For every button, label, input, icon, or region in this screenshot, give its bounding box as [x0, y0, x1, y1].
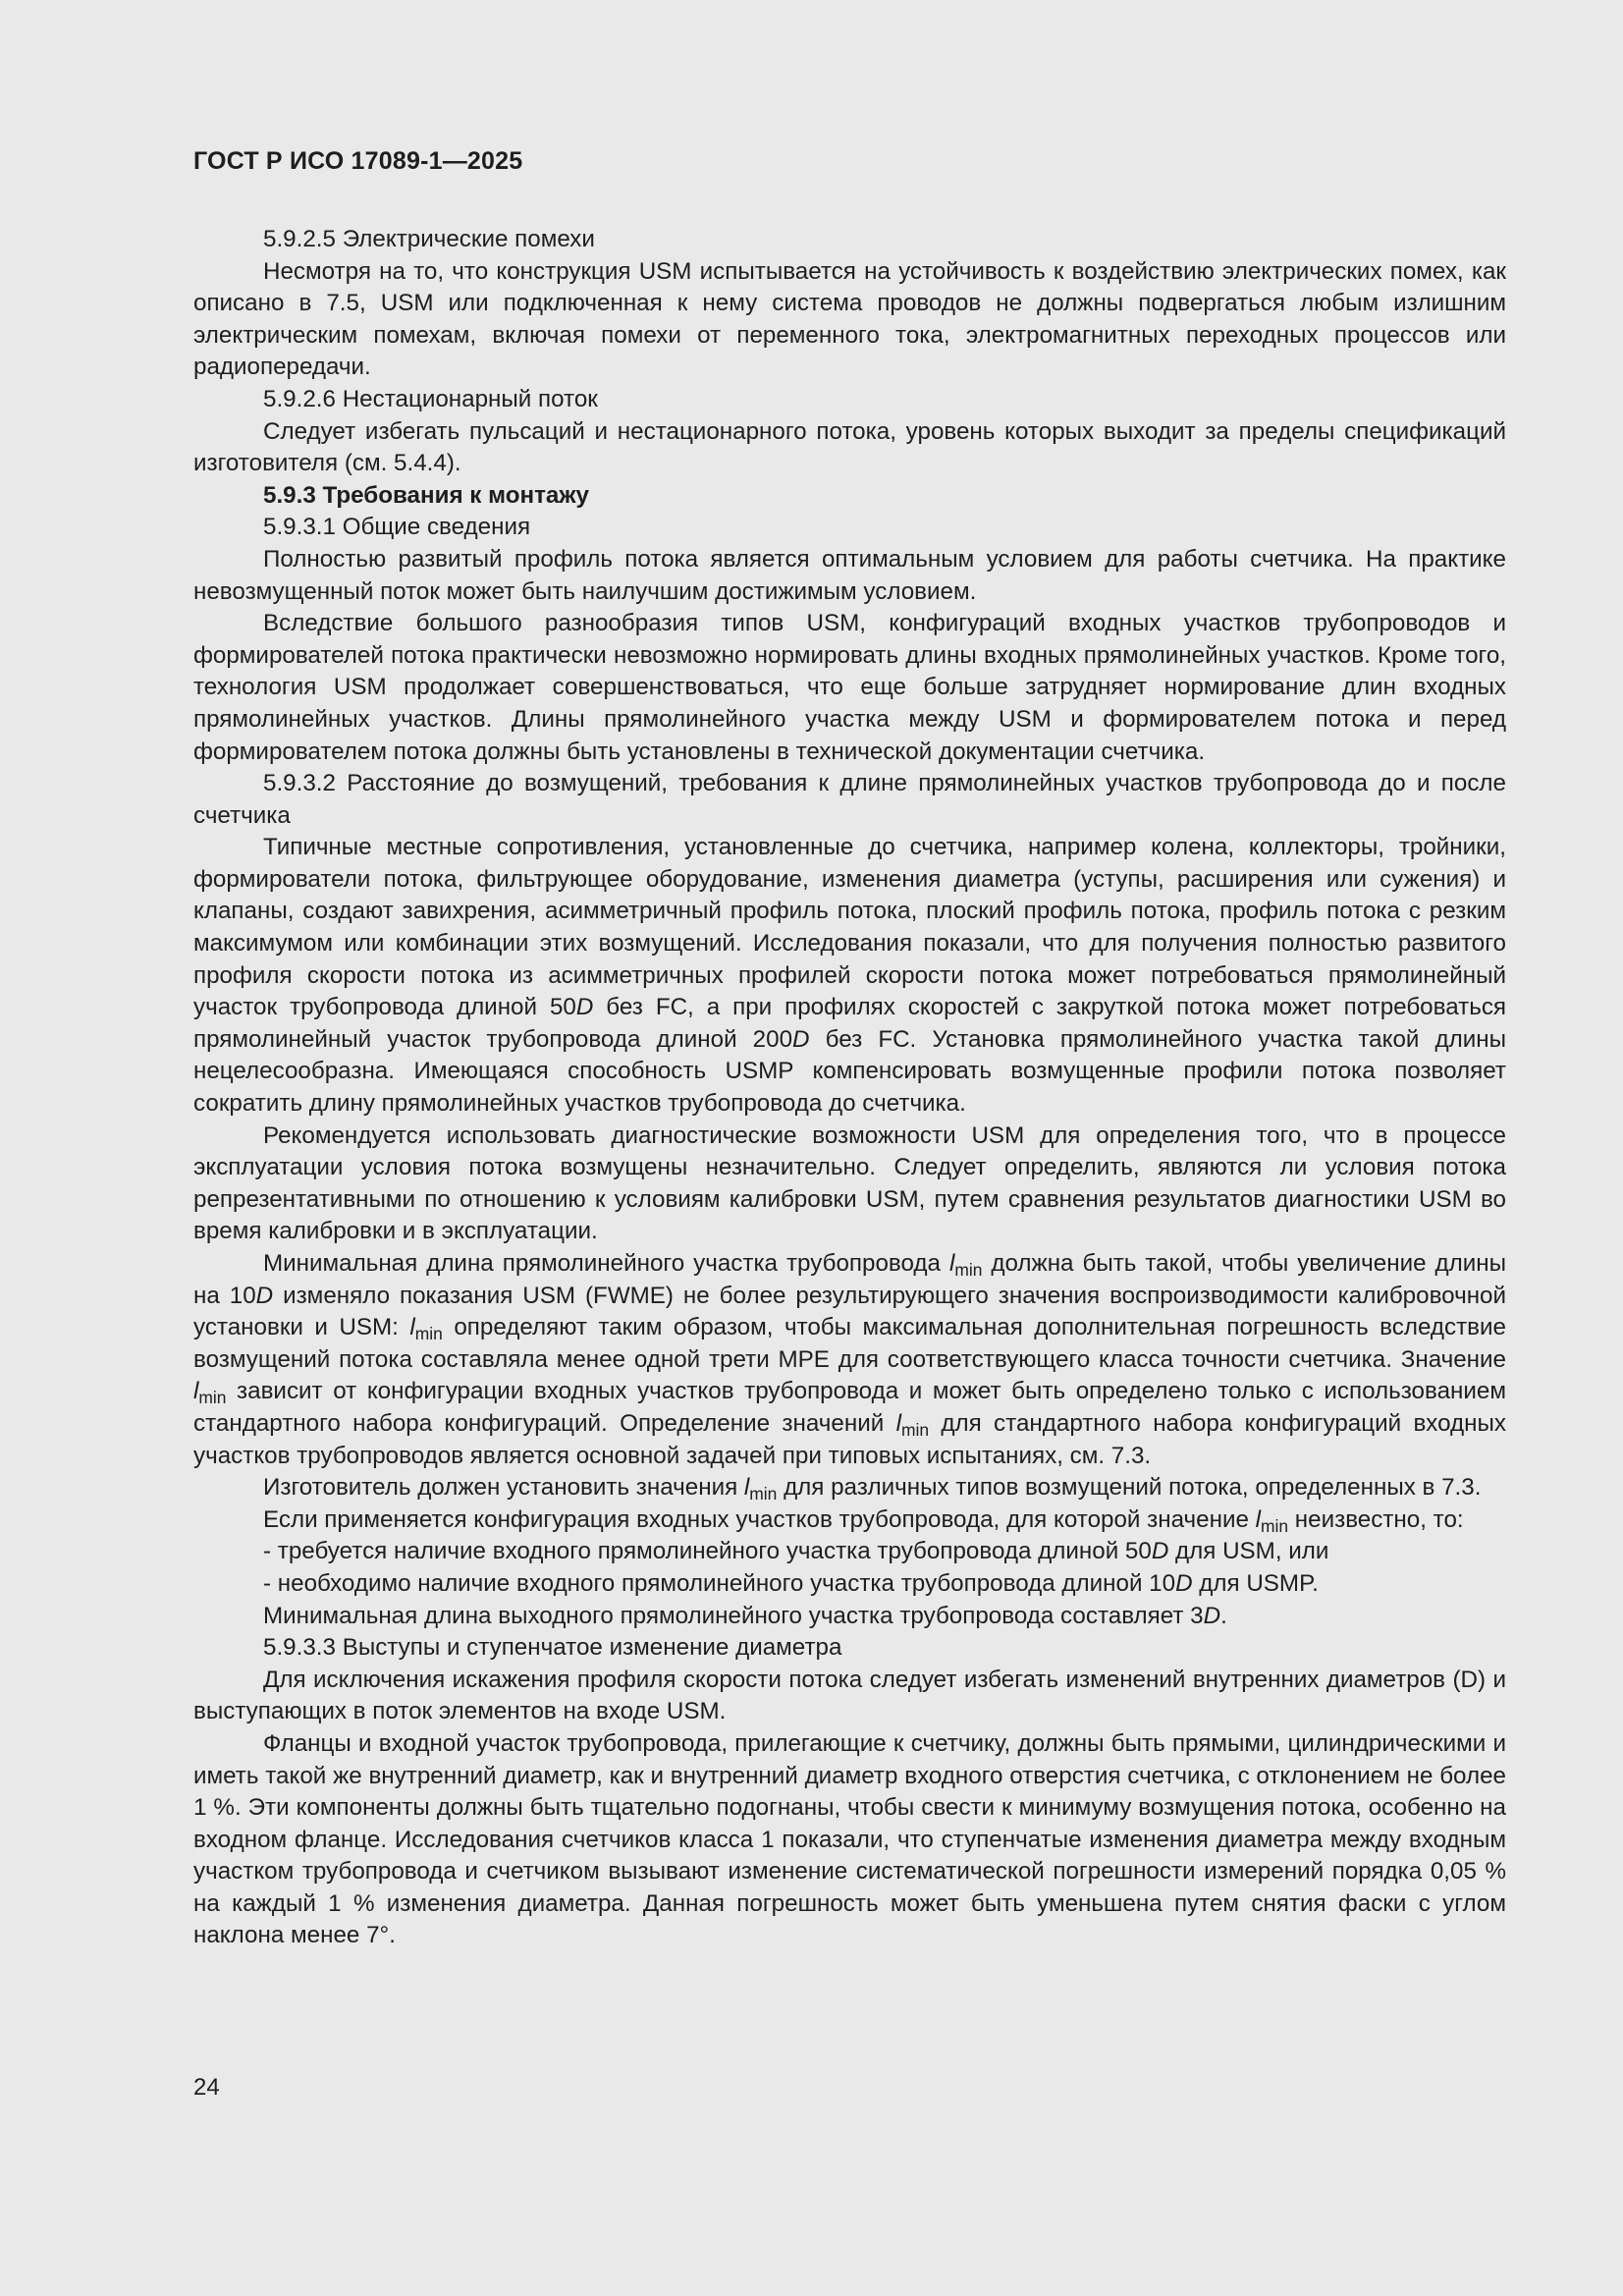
paragraph: 5.9.3.3 Выступы и ступенчатое изменение диаметра: [263, 1634, 842, 1662]
paragraph: 5.9.3.1 Общие сведения: [263, 514, 531, 541]
paragraph: 5.9.2.6 Нестационарный поток: [263, 385, 598, 412]
paragraph: Несмотря на то, что конструкция USM испытывается на устойчивость к воздействию электрических помех, как описано в 7.5, USM или подключенная к нему система проводов не должны подвергаться любым излишним электрическим помехам, включая помехи от переменного тока, электромагнитных переходных процессов или радиопередачи.: [193, 257, 1506, 381]
paragraph: Изготовитель должен установить значения $l_{min}$ для различных типов возмущений потока, определенных в 7.3.: [263, 1474, 1482, 1504]
section-heading: 5.9.3 Требования к монтажу: [263, 481, 589, 509]
paragraph: Полностью развитый профиль потока является оптимальным условием для работы счетчика. На практике невозмущенный поток может быть наилучшим достижимым условием.: [193, 545, 1506, 605]
paragraph: Вследствие большого разнообразия типов USM, конфигураций входных участков трубопроводов и формирователей потока практически невозможно нормировать длины входных прямолинейных участков. Кроме того, технология USM продолжает совершенствоваться, что еще больше затрудняет нормирование длин входных прямолинейных участков. Длины прямолинейного участка между USM и формирователем потока и перед формирователем потока должны быть установлены в технической документации счетчика.: [193, 610, 1506, 765]
paragraph: Минимальная длина прямолинейного участка трубопровода $l_{min}$ должна быть такой, чтобы увеличение длины на 10D изменяло показания USM (FWME) не более результирующего значения воспроизводимости калибровочной установки и USM: $l_{min}$ определяют таким образом, чтобы максимальная дополнительная погрешность вследствие возмущений потока составляла менее одной трети MPE для соответствующего класса точности счетчика. Значение $l_{min}$ зависит от конфигурации входных участков трубопровода и может быть определено только с использованием стандартного набора конфигураций. Определение значений $l_{min}$ для стандартного набора конфигураций входных участков трубопроводов является основной задачей при типовых испытаниях, см. 7.3.: [193, 1250, 1507, 1469]
paragraph: Следует избегать пульсаций и нестационарного потока, уровень которых выходит за пределы спецификаций изготовителя (см. 5.4.4).: [193, 417, 1506, 477]
paragraph: Минимальная длина выходного прямолинейного участка трубопровода составляет 3D.: [263, 1602, 1227, 1629]
list-item: - требуется наличие входного прямолинейного участка трубопровода длиной 50D для USM, или: [263, 1538, 1329, 1565]
paragraph: 5.9.3.2 Расстояние до возмущений, требования к длине прямолинейных участков трубопровода до и после счетчика: [193, 770, 1506, 829]
paragraph: Типичные местные сопротивления, установленные до счетчика, например колена, коллекторы, тройники, формирователи потока, фильтрующее оборудование, изменения диаметра (уступы, расширения или сужения) и клапаны, создают завихрения, асимметричный профиль потока, плоский профиль потока, профиль потока с резким максимумом или комбинации этих возмущений. Исследования показали, что для получения полностью развитого профиля скорости потока из асимметричных профилей скорости потока может потребоваться прямолинейный участок трубопровода длиной 50D без FC, а при профилях скоростей с закруткой потока может потребоваться прямолинейный участок трубопровода длиной 200D без FC. Установка прямолинейного участка такой длины нецелесообразна. Имеющаяся способность USMP компенсировать возмущенные профили потока позволяет сократить длину прямолинейных участков трубопровода до счетчика.: [193, 834, 1507, 1118]
standard-header: ГОСТ Р ИСО 17089-1—2025: [193, 147, 523, 175]
paragraph: Для исключения искажения профиля скорости потока следует избегать изменений внутренних диаметров (D) и выступающих в поток элементов на входе USM.: [193, 1666, 1506, 1725]
paragraph: 5.9.2.5 Электрические помехи: [263, 226, 595, 252]
page-number: 24: [193, 2074, 220, 2101]
list-item: - необходимо наличие входного прямолинейного участка трубопровода длиной 10D для USMP.: [263, 1569, 1319, 1597]
paragraph: Если применяется конфигурация входных участков трубопровода, для которой значение $l_{min}$ неизвестно, то:: [263, 1505, 1464, 1536]
body-text: [193, 224, 1506, 1952]
paragraph: Фланцы и входной участок трубопровода, прилегающие к счетчику, должны быть прямыми, цилиндрическими и иметь такой же внутренний диаметр, как и внутренний диаметр входного отверстия счетчика, с отклонением не более 1 %. Эти компоненты должны быть тщательно подогнаны, чтобы свести к минимуму возмущения потока, особенно на входном фланце. Исследования счетчиков класса 1 показали, что ступенчатые изменения диаметра между входным участком трубопровода и счетчиком вызывают изменение систематической погрешности измерений порядка 0,05 % на каждый 1 % изменения диаметра. Данная погрешность может быть уменьшена путем снятия фаски с углом наклона менее 7°.: [193, 1729, 1506, 1949]
paragraph: Рекомендуется использовать диагностические возможности USM для определения того, что в процессе эксплуатации условия потока возмущены незначительно. Следует определить, являются ли условия потока репрезентативными по отношению к условиям калибровки USM, путем сравнения результатов диагностики USM во время калибровки и в эксплуатации.: [193, 1121, 1506, 1245]
